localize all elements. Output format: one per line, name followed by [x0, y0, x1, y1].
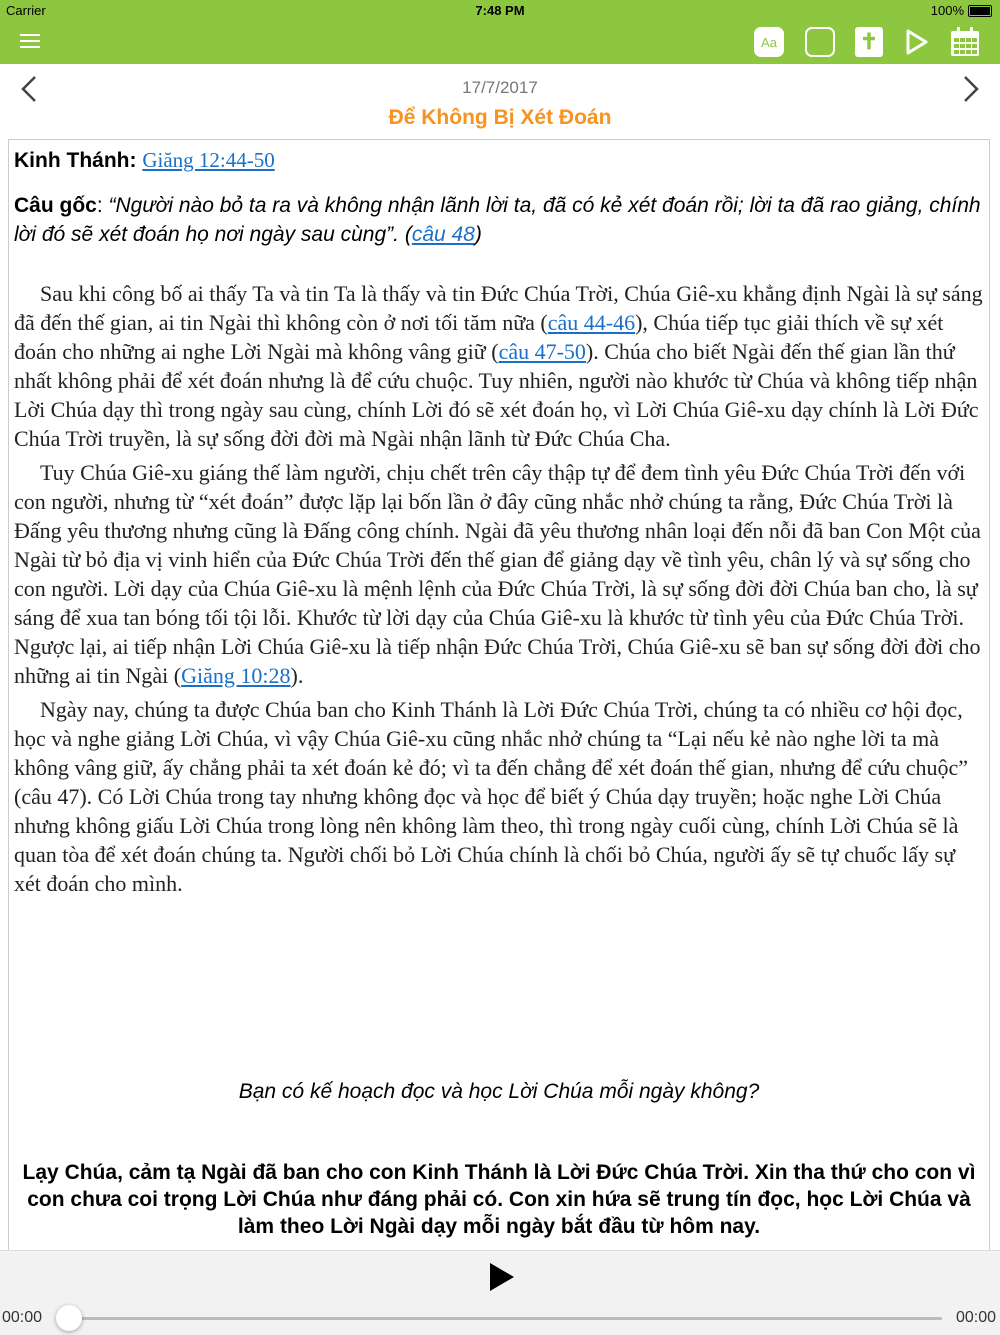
progress-slider-knob[interactable] — [56, 1305, 82, 1331]
progress-track[interactable] — [66, 1317, 942, 1320]
key-verse-label: Câu gốc — [14, 194, 97, 217]
reflection-question: Bạn có kế hoạch đọc và học Lời Chúa mỗi ngày không? — [238, 1080, 760, 1103]
verse-link-47-50[interactable]: câu 47-50 — [498, 339, 586, 364]
key-verse: Câu gốc: “Người nào bỏ ta ra và không nhận lãnh lời ta, đã có kẻ xét đoán rồi; lời ta đã rao giảng, chính lời đó sẽ xét đoán họ nơi ngày sau cùng”. (câu 48) — [14, 194, 981, 246]
toolbar — [0, 22, 1000, 64]
paragraph-text: Tuy Chúa Giê-xu giáng thế làm người, chịu chết trên cây thập tự để đem tình yêu Đức Chúa Trời đến với con người, nhưng từ “xét đoán” được lặp lại bốn lần ở đây cũng nhắc nhở chúng ta rằng, Đức Chúa Trời là Đấng yêu thương nhưng cũng là Đấng công chính. Ngài đã yêu thương nhân loại đến nỗi đã ban Con Một của Ngài từ bỏ địa vị vinh hiển của Đức Chúa Trời đến thế gian để giảng dạy về tình yêu, chân lý và sự sống cho con người. Lời dạy của Chúa Giê-xu là mệnh lệnh của Đức Chúa Trời, là sự sống đời đời Chúa ban cho, là sự sáng để xua tan bóng tối tội lỗi. Khước từ lời dạy của Chúa Giê-xu là khước từ tình yêu của Đức Chúa Trời. Ngược lại, ai tiếp nhận Lời Chúa Giê-xu là tiếp nhận Đức Chúa Trời, Chúa Giê-xu sẽ ban sự sống đời đời cho những ai tin Ngài ( — [14, 460, 981, 688]
next-day-arrow-icon[interactable] — [956, 74, 986, 104]
paragraph-2 — [14, 458, 984, 690]
scripture-reference — [14, 148, 984, 173]
battery-indicator — [931, 3, 992, 18]
play-audio-icon[interactable] — [904, 27, 930, 57]
paragraph-3: Ngày nay, chúng ta được Chúa ban cho Kinh Thánh là Lời Đức Chúa Trời, chúng ta có nhiều cơ hội đọc, học và nghe giảng Lời Chúa, vì vậy Chúa Giê-xu cũng nhắc nhở chúng ta “Lại nếu kẻ nào nghe lời ta mà không vâng giữ, ấy chẳng phải ta xét đoán kẻ đó; vì ta đến chẳng để xét đoán thế gian, nhưng để cứu chuộc” (câu 47). Có Lời Chúa trong tay nhưng không đọc và học để biết ý Chúa dạy truyền; hoặc nghe Lời Chúa nhưng không giấu Lời Chúa trong lòng nên không làm theo, thì trong ngày cuối cùng, chính Lời Chúa sẽ là quan tòa để xét đoán chúng ta. Người chối bỏ Lời Chúa chính là chối bỏ Chúa, người ấy sẽ tự chuốc lấy sự xét đoán cho mình. — [14, 697, 968, 896]
audio-player — [0, 1250, 1000, 1335]
key-verse-link[interactable]: câu 48 — [411, 223, 475, 246]
date-navigation — [0, 64, 1000, 136]
duration-time: 00:00 — [955, 1309, 996, 1326]
battery-percent: 100% — [930, 3, 964, 18]
scripture-label: Kinh Thánh: — [14, 149, 137, 172]
devotion-content[interactable] — [8, 139, 990, 1251]
theme-square-icon[interactable] — [805, 27, 835, 57]
paragraph-1 — [14, 279, 984, 453]
devotion-title: Để Không Bị Xét Đoán — [388, 106, 612, 129]
menu-icon[interactable] — [20, 34, 40, 50]
paragraph-text: ). — [290, 663, 304, 688]
elapsed-time: 00:00 — [2, 1309, 43, 1326]
calendar-icon[interactable] — [950, 27, 980, 57]
paragraph-text: Sau khi công bố ai thấy Ta và tin Ta là thấy và tin Đức Chúa Trời, Chúa Giê-xu khẳng định Ngài là sự sáng đã đến thế gian, ai tin Ngài thì không còn ở nơi tối tăm nữa ( — [14, 281, 983, 335]
bible-book-icon[interactable]: ✝ — [855, 27, 883, 57]
paragraph-text: ). Chúa cho biết Ngài đến thế gian lần thứ nhất không phải để xét đoán nhưng là để cứu chuộc. Tuy nhiên, người nào khước từ Chúa và không tiếp nhận Lời Chúa dạy thì trong ngày sau cùng, chính Lời đó sẽ xét đoán họ, vì Lời Chúa Giê-xu dạy chính là Lời Đức Chúa Trời truyền, là sự sống đời đời mà Ngài nhận lãnh từ Đức Chúa Cha. — [14, 339, 979, 451]
font-size-button[interactable]: Aa — [754, 27, 784, 57]
status-time: 7:48 PM — [475, 3, 525, 18]
battery-icon — [968, 5, 992, 17]
verse-link-44-46[interactable]: câu 44-46 — [547, 310, 636, 335]
paragraph-text: ), Chúa tiếp tục giải thích về sự xét đoán cho những ai nghe Lời Ngài mà không vâng giữ ( — [14, 310, 944, 364]
key-verse-text: “Người nào bỏ ta ra và không nhận lãnh lời ta, đã có kẻ xét đoán rồi; lời ta đã rao giảng, chính lời đó sẽ xét đoán họ nơi ngày sau cùng”. — [14, 194, 981, 246]
devotion-date: 17/7/2017 — [462, 78, 538, 97]
prayer-text: Lạy Chúa, cảm tạ Ngài đã ban cho con Kinh Thánh là Lời Đức Chúa Trời. Xin tha thứ cho con vì con chưa coi trọng Lời Chúa như đáng phải có. Con xin hứa sẽ trung tín đọc, học Lời Chúa và làm theo Lời Ngài dạy mỗi ngày bắt đầu từ hôm nay. — [22, 1161, 976, 1238]
verse-link-john-10-28[interactable]: Giăng 10:28 — [181, 663, 291, 688]
scripture-link[interactable]: Giăng 12:44-50 — [142, 148, 275, 172]
status-bar — [0, 0, 1000, 22]
play-icon[interactable] — [490, 1263, 514, 1291]
carrier-label: Carrier — [6, 3, 46, 18]
